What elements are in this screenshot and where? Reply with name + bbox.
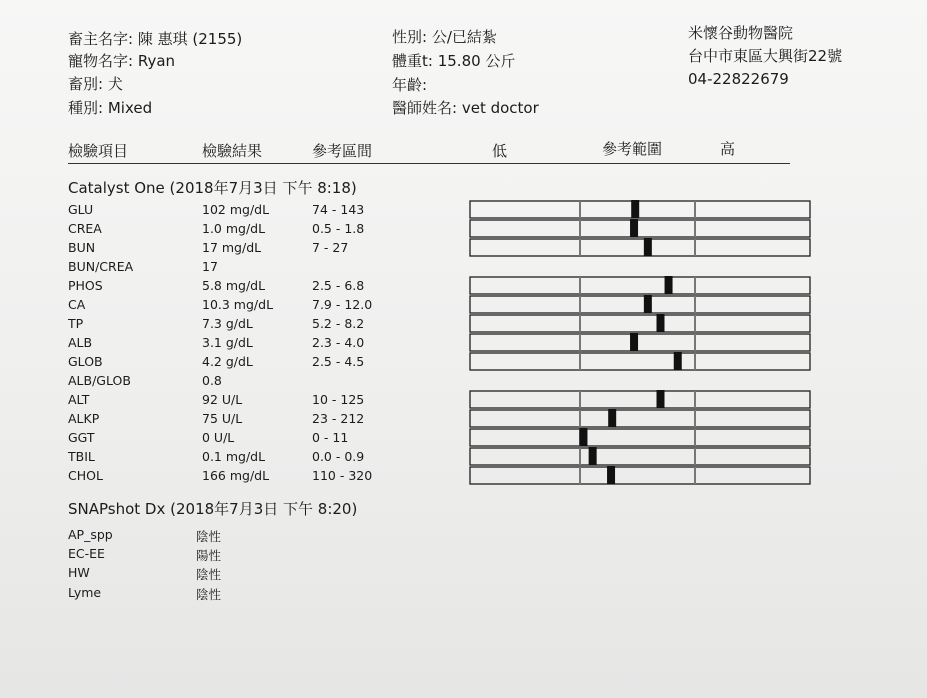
col-range: 參考區間 xyxy=(312,142,373,160)
sex-value: 公/已結紮 xyxy=(431,28,497,46)
range-bar-frame xyxy=(470,201,810,218)
catalyst-range: 0.5 - 1.8 xyxy=(312,221,365,236)
weight-value: 15.80 公斤 xyxy=(437,52,516,70)
catalyst-name: GLOB xyxy=(68,354,103,369)
weight-label: 體重t: xyxy=(392,52,433,70)
range-bar-frame xyxy=(470,296,810,313)
catalyst-name: CHOL xyxy=(68,468,103,483)
catalyst-result: 102 mg/dL xyxy=(202,202,270,217)
catalyst-result: 92 U/L xyxy=(202,392,243,407)
catalyst-name: ALB/GLOB xyxy=(68,373,131,388)
snapshot-result: 陰性 xyxy=(196,567,222,582)
result-marker xyxy=(630,333,638,351)
catalyst-range: 74 - 143 xyxy=(312,202,365,217)
sex-label: 性別: xyxy=(392,28,428,46)
range-bar-frame xyxy=(470,239,810,256)
catalyst-result: 3.1 g/dL xyxy=(202,335,253,350)
owner-value: 陳 惠琪 (2155) xyxy=(137,30,243,48)
catalyst-range: 2.3 - 4.0 xyxy=(312,335,365,350)
catalyst-result: 17 mg/dL xyxy=(202,240,262,255)
clinic-name: 米懷谷動物醫院 xyxy=(688,24,794,42)
range-bar-frame xyxy=(470,391,810,408)
snapshot-result: 陰性 xyxy=(196,529,222,544)
result-marker xyxy=(665,276,673,294)
breed-value: Mixed xyxy=(107,99,153,117)
catalyst-result: 7.3 g/dL xyxy=(202,316,253,331)
catalyst-title: Catalyst One (2018年7月3日 下午 8:18) xyxy=(68,179,357,197)
snapshot-name: EC-EE xyxy=(68,546,105,561)
range-bar-frame xyxy=(470,220,810,237)
vet-value: vet doctor xyxy=(461,99,539,117)
catalyst-result: 4.2 g/dL xyxy=(202,354,253,369)
result-marker xyxy=(674,352,682,370)
species-value: 犬 xyxy=(107,75,123,93)
catalyst-name: BUN/CREA xyxy=(68,259,134,274)
result-marker xyxy=(657,390,665,408)
range-bar-frame xyxy=(470,277,810,294)
col-result: 檢驗結果 xyxy=(202,142,263,160)
snapshot-title: SNAPshot Dx (2018年7月3日 下午 8:20) xyxy=(68,500,358,518)
snapshot-name: AP_spp xyxy=(68,527,113,542)
result-marker xyxy=(607,466,615,484)
age-label: 年齡: xyxy=(392,76,428,94)
result-marker xyxy=(630,219,638,237)
catalyst-name: CA xyxy=(68,297,86,312)
catalyst-result: 0.1 mg/dL xyxy=(202,449,266,464)
owner-label: 畜主名字: xyxy=(68,30,134,48)
catalyst-result: 166 mg/dL xyxy=(202,468,270,483)
catalyst-range: 7 - 27 xyxy=(312,240,349,255)
snapshot-result: 陰性 xyxy=(196,587,222,602)
snapshot-name: Lyme xyxy=(68,585,102,600)
range-bar-frame xyxy=(470,315,810,332)
catalyst-range: 5.2 - 8.2 xyxy=(312,316,365,331)
range-bar-frame xyxy=(470,334,810,351)
catalyst-range: 110 - 320 xyxy=(312,468,373,483)
catalyst-range: 23 - 212 xyxy=(312,411,365,426)
col-low: 低 xyxy=(492,142,508,160)
col-high: 高 xyxy=(720,140,736,158)
catalyst-range: 7.9 - 12.0 xyxy=(312,297,373,312)
range-bar-frame xyxy=(470,448,810,465)
catalyst-name: TBIL xyxy=(68,449,95,464)
catalyst-result: 75 U/L xyxy=(202,411,243,426)
catalyst-result: 0 U/L xyxy=(202,430,235,445)
pet-label: 寵物名字: xyxy=(68,52,134,70)
breed-label: 種別: xyxy=(68,99,104,117)
catalyst-result: 17 xyxy=(202,259,218,274)
result-marker xyxy=(644,295,652,313)
col-item: 檢驗項目 xyxy=(68,142,129,160)
result-marker xyxy=(579,428,587,446)
catalyst-name: PHOS xyxy=(68,278,103,293)
catalyst-result: 5.8 mg/dL xyxy=(202,278,266,293)
range-bar-frame xyxy=(470,410,810,427)
result-marker xyxy=(631,200,639,218)
result-marker xyxy=(608,409,616,427)
result-marker xyxy=(657,314,665,332)
snapshot-name: HW xyxy=(68,565,90,580)
catalyst-result: 0.8 xyxy=(202,373,222,388)
catalyst-range: 2.5 - 4.5 xyxy=(312,354,365,369)
clinic-phone: 04-22822679 xyxy=(688,70,789,88)
catalyst-range: 0 - 11 xyxy=(312,430,349,445)
pet-value: Ryan xyxy=(137,52,176,70)
clinic-address: 台中市東區大興街22號 xyxy=(688,47,843,65)
range-bar-frame xyxy=(470,353,810,370)
catalyst-name: CREA xyxy=(68,221,102,236)
vet-label: 醫師姓名: xyxy=(392,99,458,117)
catalyst-range: 2.5 - 6.8 xyxy=(312,278,365,293)
catalyst-name: GGT xyxy=(68,430,95,445)
result-marker xyxy=(589,447,597,465)
species-label: 畜別: xyxy=(68,75,104,93)
catalyst-name: ALKP xyxy=(68,411,100,426)
catalyst-result: 10.3 mg/dL xyxy=(202,297,274,312)
catalyst-result: 1.0 mg/dL xyxy=(202,221,266,236)
catalyst-name: TP xyxy=(68,316,84,331)
range-bar-frame xyxy=(470,429,810,446)
col-ref: 參考範圍 xyxy=(602,140,663,158)
catalyst-name: GLU xyxy=(68,202,94,217)
catalyst-name: ALB xyxy=(68,335,93,350)
catalyst-range: 0.0 - 0.9 xyxy=(312,449,365,464)
catalyst-name: BUN xyxy=(68,240,96,255)
snapshot-result: 陽性 xyxy=(196,548,222,563)
catalyst-range: 10 - 125 xyxy=(312,392,365,407)
range-bar-frame xyxy=(470,467,810,484)
catalyst-name: ALT xyxy=(68,392,90,407)
result-marker xyxy=(644,238,652,256)
